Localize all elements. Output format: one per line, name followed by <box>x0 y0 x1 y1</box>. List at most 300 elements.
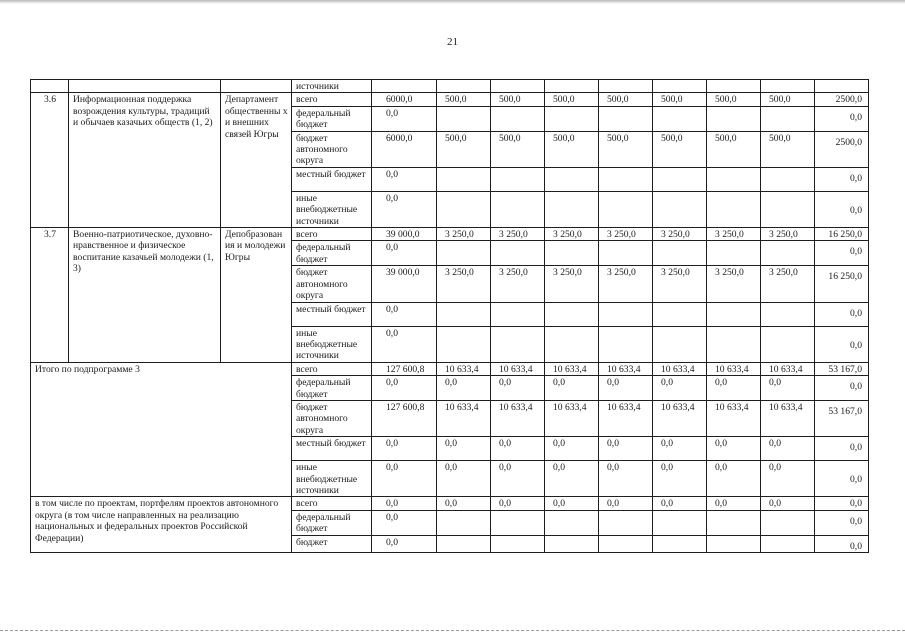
item-number-cell: 3.7 <box>31 228 69 363</box>
funding-source-cell: всего <box>292 497 372 510</box>
year-value-cell <box>653 362 707 375</box>
year-value-cell <box>653 535 707 552</box>
total-value-cell <box>815 266 869 302</box>
funding-source-cell: бюджет автономного округа <box>292 400 372 436</box>
year-value-cell <box>599 266 653 302</box>
funding-source-cell: всего <box>292 228 372 241</box>
year-value-cell <box>491 93 545 106</box>
year-value-cell <box>545 167 599 191</box>
year-value-cell <box>761 106 815 131</box>
cell-value: 0,0 <box>661 498 673 510</box>
program-total-cell <box>372 535 437 552</box>
program-total-cell <box>372 437 437 461</box>
cell-value: 0,0 <box>850 339 862 351</box>
year-value-cell <box>761 131 815 167</box>
cell-value: 500,0 <box>553 94 575 106</box>
program-total-cell <box>372 93 437 106</box>
cell-value: 0,0 <box>499 462 511 474</box>
cell-value: 0,0 <box>386 377 398 389</box>
cell-value: 0,0 <box>386 192 398 204</box>
year-value-cell <box>653 376 707 401</box>
cell-value: 500,0 <box>769 132 791 144</box>
year-value-cell <box>599 535 653 552</box>
year-value-cell <box>437 302 491 326</box>
year-value-cell <box>599 400 653 436</box>
executor-cell: Департамент общественны х и внешних связей Югры <box>221 93 292 228</box>
year-value-cell <box>491 302 545 326</box>
year-value-cell <box>653 510 707 535</box>
cell-value: 0,0 <box>445 462 457 474</box>
year-value-cell <box>653 228 707 241</box>
scan-edge-bottom <box>0 630 905 631</box>
year-value-cell <box>761 461 815 497</box>
year-value-cell <box>707 376 761 401</box>
cell-value: 0,0 <box>769 438 781 450</box>
cell-value: 3 250,0 <box>661 229 690 241</box>
year-value-cell <box>761 228 815 241</box>
cell-value: 0,0 <box>769 462 781 474</box>
cell-value: 0,0 <box>499 498 511 510</box>
cell-value: 0,0 <box>850 172 862 184</box>
total-value-cell <box>815 191 869 227</box>
cell-value: 0,0 <box>386 438 398 450</box>
total-value-cell <box>815 131 869 167</box>
year-value-cell <box>491 376 545 401</box>
cell-value: 0,0 <box>607 462 619 474</box>
year-value-cell <box>599 437 653 461</box>
year-value-cell <box>707 302 761 326</box>
year-value-cell <box>437 535 491 552</box>
year-value-cell <box>599 191 653 227</box>
year-value-cell <box>545 376 599 401</box>
blank-cell <box>221 80 292 93</box>
total-value-cell <box>815 535 869 552</box>
cell-value: 500,0 <box>499 94 521 106</box>
cell-value: 10 633,4 <box>715 363 749 375</box>
year-value-cell <box>653 326 707 362</box>
cell-value: 53 167,0 <box>828 405 862 417</box>
year-value-cell <box>599 131 653 167</box>
year-value-cell <box>437 167 491 191</box>
cell-value: 0,0 <box>386 498 398 510</box>
cell-value: 53 167,0 <box>828 363 862 375</box>
table-row <box>31 362 869 375</box>
budget-table-body <box>31 80 869 553</box>
cell-value: 2500,0 <box>835 136 862 148</box>
year-value-cell <box>761 376 815 401</box>
funding-source-cell: иные внебюджетные источники <box>292 326 372 362</box>
cell-value: 3 250,0 <box>445 229 474 241</box>
cell-value: 0,0 <box>553 462 565 474</box>
program-total-cell <box>372 167 437 191</box>
cell-value: 0,0 <box>445 498 457 510</box>
funding-source-cell: источники <box>292 80 372 93</box>
cell-value: 0,0 <box>850 111 862 123</box>
year-value-cell <box>545 362 599 375</box>
program-total-cell <box>372 302 437 326</box>
year-value-cell <box>653 266 707 302</box>
year-value-cell <box>707 437 761 461</box>
year-value-cell <box>761 497 815 510</box>
blank-cell <box>761 80 815 93</box>
cell-value: 0,0 <box>607 377 619 389</box>
cell-value: 500,0 <box>661 94 683 106</box>
cell-value: 39 000,0 <box>386 267 420 279</box>
year-value-cell <box>437 326 491 362</box>
program-total-cell <box>372 228 437 241</box>
program-total-cell <box>372 266 437 302</box>
cell-value: 0,0 <box>661 438 673 450</box>
cell-value: 0,0 <box>850 442 862 454</box>
year-value-cell <box>761 510 815 535</box>
year-value-cell <box>653 461 707 497</box>
blank-cell <box>491 80 545 93</box>
table-row <box>31 228 869 241</box>
funding-source-cell: федеральный бюджет <box>292 241 372 266</box>
year-value-cell <box>707 510 761 535</box>
total-value-cell <box>815 497 869 510</box>
cell-value: 0,0 <box>850 498 862 510</box>
cell-value: 0,0 <box>715 377 727 389</box>
year-value-cell <box>437 241 491 266</box>
year-value-cell <box>491 437 545 461</box>
program-total-cell <box>372 362 437 375</box>
year-value-cell <box>707 362 761 375</box>
funding-source-cell: иные внебюджетные источники <box>292 461 372 497</box>
total-value-cell <box>815 376 869 401</box>
cell-value: 16 250,0 <box>828 229 862 241</box>
cell-value: 0,0 <box>445 377 457 389</box>
year-value-cell <box>545 461 599 497</box>
cell-value: 10 633,4 <box>445 363 479 375</box>
cell-value: 10 633,4 <box>769 363 803 375</box>
year-value-cell <box>653 400 707 436</box>
year-value-cell <box>653 302 707 326</box>
cell-value: 10 633,4 <box>553 401 587 413</box>
year-value-cell <box>599 461 653 497</box>
cell-value: 16 250,0 <box>828 271 862 283</box>
year-value-cell <box>437 510 491 535</box>
year-value-cell <box>545 437 599 461</box>
year-value-cell <box>545 106 599 131</box>
cell-value: 3 250,0 <box>607 267 636 279</box>
cell-value: 0,0 <box>850 204 862 216</box>
year-value-cell <box>545 497 599 510</box>
total-value-cell <box>815 510 869 535</box>
funding-source-cell: федеральный бюджет <box>292 510 372 535</box>
item-name-cell: Информационная поддержка возрождения культуры, традиций и обычаев казачьих обществ (1, 2) <box>69 93 221 228</box>
cell-value: 0,0 <box>386 536 398 548</box>
program-total-cell <box>372 106 437 131</box>
year-value-cell <box>707 461 761 497</box>
year-value-cell <box>599 497 653 510</box>
year-value-cell <box>599 326 653 362</box>
year-value-cell <box>491 362 545 375</box>
executor-cell: Депобразован ия и молодежи Югры <box>221 228 292 363</box>
year-value-cell <box>545 93 599 106</box>
cell-value: 10 633,4 <box>499 363 533 375</box>
cell-value: 0,0 <box>850 381 862 393</box>
year-value-cell <box>599 302 653 326</box>
year-value-cell <box>761 437 815 461</box>
funding-source-cell: местный бюджет <box>292 437 372 461</box>
year-value-cell <box>437 228 491 241</box>
cell-value: 3 250,0 <box>499 229 528 241</box>
year-value-cell <box>437 191 491 227</box>
year-value-cell <box>653 191 707 227</box>
cell-value: 2500,0 <box>835 94 862 106</box>
year-value-cell <box>491 510 545 535</box>
year-value-cell <box>653 93 707 106</box>
year-value-cell <box>707 535 761 552</box>
year-value-cell <box>599 93 653 106</box>
year-value-cell <box>545 191 599 227</box>
cell-value: 10 633,4 <box>607 363 641 375</box>
year-value-cell <box>599 241 653 266</box>
cell-value: 500,0 <box>661 132 683 144</box>
funding-source-cell: местный бюджет <box>292 167 372 191</box>
funding-source-cell: бюджет автономного округа <box>292 266 372 302</box>
cell-value: 0,0 <box>607 438 619 450</box>
cell-value: 127 600,8 <box>386 401 425 413</box>
cell-value: 10 633,4 <box>553 363 587 375</box>
cell-value: 6000,0 <box>386 132 413 144</box>
cell-value: 0,0 <box>850 540 862 552</box>
year-value-cell <box>599 362 653 375</box>
funding-source-cell: федеральный бюджет <box>292 106 372 131</box>
year-value-cell <box>653 497 707 510</box>
year-value-cell <box>437 93 491 106</box>
year-value-cell <box>437 106 491 131</box>
cell-value: 500,0 <box>715 94 737 106</box>
year-value-cell <box>437 266 491 302</box>
program-total-cell <box>372 191 437 227</box>
cell-value: 10 633,4 <box>607 401 641 413</box>
page-number: 21 <box>447 36 458 48</box>
cell-value: 500,0 <box>445 94 467 106</box>
year-value-cell <box>599 376 653 401</box>
total-value-cell <box>815 167 869 191</box>
year-value-cell <box>437 437 491 461</box>
budget-table <box>30 79 869 553</box>
year-value-cell <box>653 437 707 461</box>
year-value-cell <box>545 326 599 362</box>
year-value-cell <box>707 228 761 241</box>
year-value-cell <box>707 93 761 106</box>
program-total-cell <box>372 461 437 497</box>
year-value-cell <box>599 106 653 131</box>
year-value-cell <box>437 131 491 167</box>
cell-value: 39 000,0 <box>386 229 420 241</box>
table-row <box>31 93 869 106</box>
blank-cell <box>31 80 69 93</box>
cell-value: 127 600,8 <box>386 363 425 375</box>
year-value-cell <box>761 302 815 326</box>
cell-value: 0,0 <box>715 498 727 510</box>
year-value-cell <box>599 228 653 241</box>
cell-value: 0,0 <box>499 438 511 450</box>
year-value-cell <box>491 266 545 302</box>
year-value-cell <box>437 376 491 401</box>
year-value-cell <box>491 131 545 167</box>
year-value-cell <box>599 510 653 535</box>
cell-value: 6000,0 <box>386 94 413 106</box>
year-value-cell <box>761 191 815 227</box>
year-value-cell <box>599 167 653 191</box>
cell-value: 0,0 <box>386 107 398 119</box>
total-value-cell <box>815 461 869 497</box>
year-value-cell <box>491 400 545 436</box>
total-value-cell <box>815 106 869 131</box>
year-value-cell <box>761 167 815 191</box>
year-value-cell <box>761 266 815 302</box>
total-value-cell <box>815 302 869 326</box>
cell-value: 0,0 <box>715 462 727 474</box>
year-value-cell <box>545 266 599 302</box>
cell-value: 500,0 <box>769 94 791 106</box>
cell-value: 3 250,0 <box>715 229 744 241</box>
blank-cell <box>653 80 707 93</box>
cell-value: 0,0 <box>850 246 862 258</box>
cell-value: 3 250,0 <box>553 267 582 279</box>
cell-value: 3 250,0 <box>769 267 798 279</box>
year-value-cell <box>545 400 599 436</box>
year-value-cell <box>545 302 599 326</box>
year-value-cell <box>545 510 599 535</box>
year-value-cell <box>491 241 545 266</box>
year-value-cell <box>545 241 599 266</box>
year-value-cell <box>707 326 761 362</box>
cell-value: 0,0 <box>386 462 398 474</box>
year-value-cell <box>491 461 545 497</box>
year-value-cell <box>653 106 707 131</box>
cell-value: 10 633,4 <box>769 401 803 413</box>
total-value-cell <box>815 400 869 436</box>
year-value-cell <box>707 400 761 436</box>
year-value-cell <box>545 228 599 241</box>
table-row <box>31 497 869 510</box>
cell-value: 3 250,0 <box>499 267 528 279</box>
year-value-cell <box>437 362 491 375</box>
cell-value: 3 250,0 <box>715 267 744 279</box>
year-value-cell <box>707 131 761 167</box>
year-value-cell <box>707 266 761 302</box>
cell-value: 10 633,4 <box>499 401 533 413</box>
subprogram-total-label: Итого по подпрограмме 3 <box>31 362 292 497</box>
total-value-cell <box>815 437 869 461</box>
cell-value: 0,0 <box>607 498 619 510</box>
funding-source-cell: бюджет автономного округа <box>292 131 372 167</box>
program-total-cell <box>372 131 437 167</box>
program-total-cell <box>372 510 437 535</box>
year-value-cell <box>761 326 815 362</box>
program-total-cell <box>372 326 437 362</box>
blank-cell <box>599 80 653 93</box>
year-value-cell <box>707 497 761 510</box>
funding-source-cell: всего <box>292 93 372 106</box>
year-value-cell <box>491 535 545 552</box>
year-value-cell <box>707 191 761 227</box>
blank-cell <box>437 80 491 93</box>
cell-value: 0,0 <box>386 242 398 254</box>
program-total-cell <box>372 376 437 401</box>
cell-value: 500,0 <box>499 132 521 144</box>
program-total-cell <box>372 400 437 436</box>
year-value-cell <box>707 167 761 191</box>
year-value-cell <box>761 241 815 266</box>
projects-label: в том числе по проектам, портфелям проектов автономного округа (в том числе направленных на реализацию национальных и федеральных проектов Российской Федерации) <box>31 497 292 553</box>
blank-cell <box>545 80 599 93</box>
cell-value: 3 250,0 <box>553 229 582 241</box>
year-value-cell <box>707 241 761 266</box>
cell-value: 0,0 <box>715 438 727 450</box>
year-value-cell <box>437 400 491 436</box>
cell-value: 500,0 <box>445 132 467 144</box>
cell-value: 0,0 <box>445 438 457 450</box>
cell-value: 0,0 <box>769 498 781 510</box>
cell-value: 0,0 <box>769 377 781 389</box>
year-value-cell <box>491 228 545 241</box>
cell-value: 0,0 <box>499 377 511 389</box>
year-value-cell <box>437 497 491 510</box>
year-value-cell <box>761 93 815 106</box>
year-value-cell <box>491 167 545 191</box>
program-total-cell <box>372 497 437 510</box>
cell-value: 0,0 <box>386 303 398 315</box>
year-value-cell <box>545 535 599 552</box>
total-value-cell <box>815 241 869 266</box>
blank-cell <box>707 80 761 93</box>
cell-value: 0,0 <box>386 511 398 523</box>
cell-value: 0,0 <box>850 474 862 486</box>
total-value-cell <box>815 362 869 375</box>
cell-value: 10 633,4 <box>715 401 749 413</box>
funding-source-cell: федеральный бюджет <box>292 376 372 401</box>
cell-value: 500,0 <box>553 132 575 144</box>
cell-value: 500,0 <box>607 94 629 106</box>
cell-value: 3 250,0 <box>769 229 798 241</box>
total-value-cell <box>815 326 869 362</box>
cell-value: 10 633,4 <box>445 401 479 413</box>
cell-value: 10 633,4 <box>661 401 695 413</box>
cell-value: 3 250,0 <box>445 267 474 279</box>
year-value-cell <box>491 497 545 510</box>
budget-table-sheet <box>30 79 869 553</box>
cell-value: 0,0 <box>553 498 565 510</box>
funding-source-cell: иные внебюджетные источники <box>292 191 372 227</box>
year-value-cell <box>653 131 707 167</box>
cell-value: 0,0 <box>386 327 398 339</box>
cell-value: 500,0 <box>715 132 737 144</box>
total-value-cell <box>815 93 869 106</box>
year-value-cell <box>491 191 545 227</box>
scan-edge-top <box>0 0 905 4</box>
cell-value: 3 250,0 <box>607 229 636 241</box>
funding-source-cell: всего <box>292 362 372 375</box>
cell-value: 0,0 <box>553 377 565 389</box>
blank-cell <box>815 80 869 93</box>
year-value-cell <box>707 106 761 131</box>
cell-value: 0,0 <box>661 377 673 389</box>
item-name-cell: Военно-патриотическое, духовно-нравственное и физическое воспитание казачьей молодежи (1, 3) <box>69 228 221 363</box>
cell-value: 0,0 <box>850 307 862 319</box>
year-value-cell <box>491 326 545 362</box>
blank-cell <box>69 80 221 93</box>
cell-value: 0,0 <box>553 438 565 450</box>
year-value-cell <box>437 461 491 497</box>
cell-value: 500,0 <box>607 132 629 144</box>
year-value-cell <box>761 362 815 375</box>
